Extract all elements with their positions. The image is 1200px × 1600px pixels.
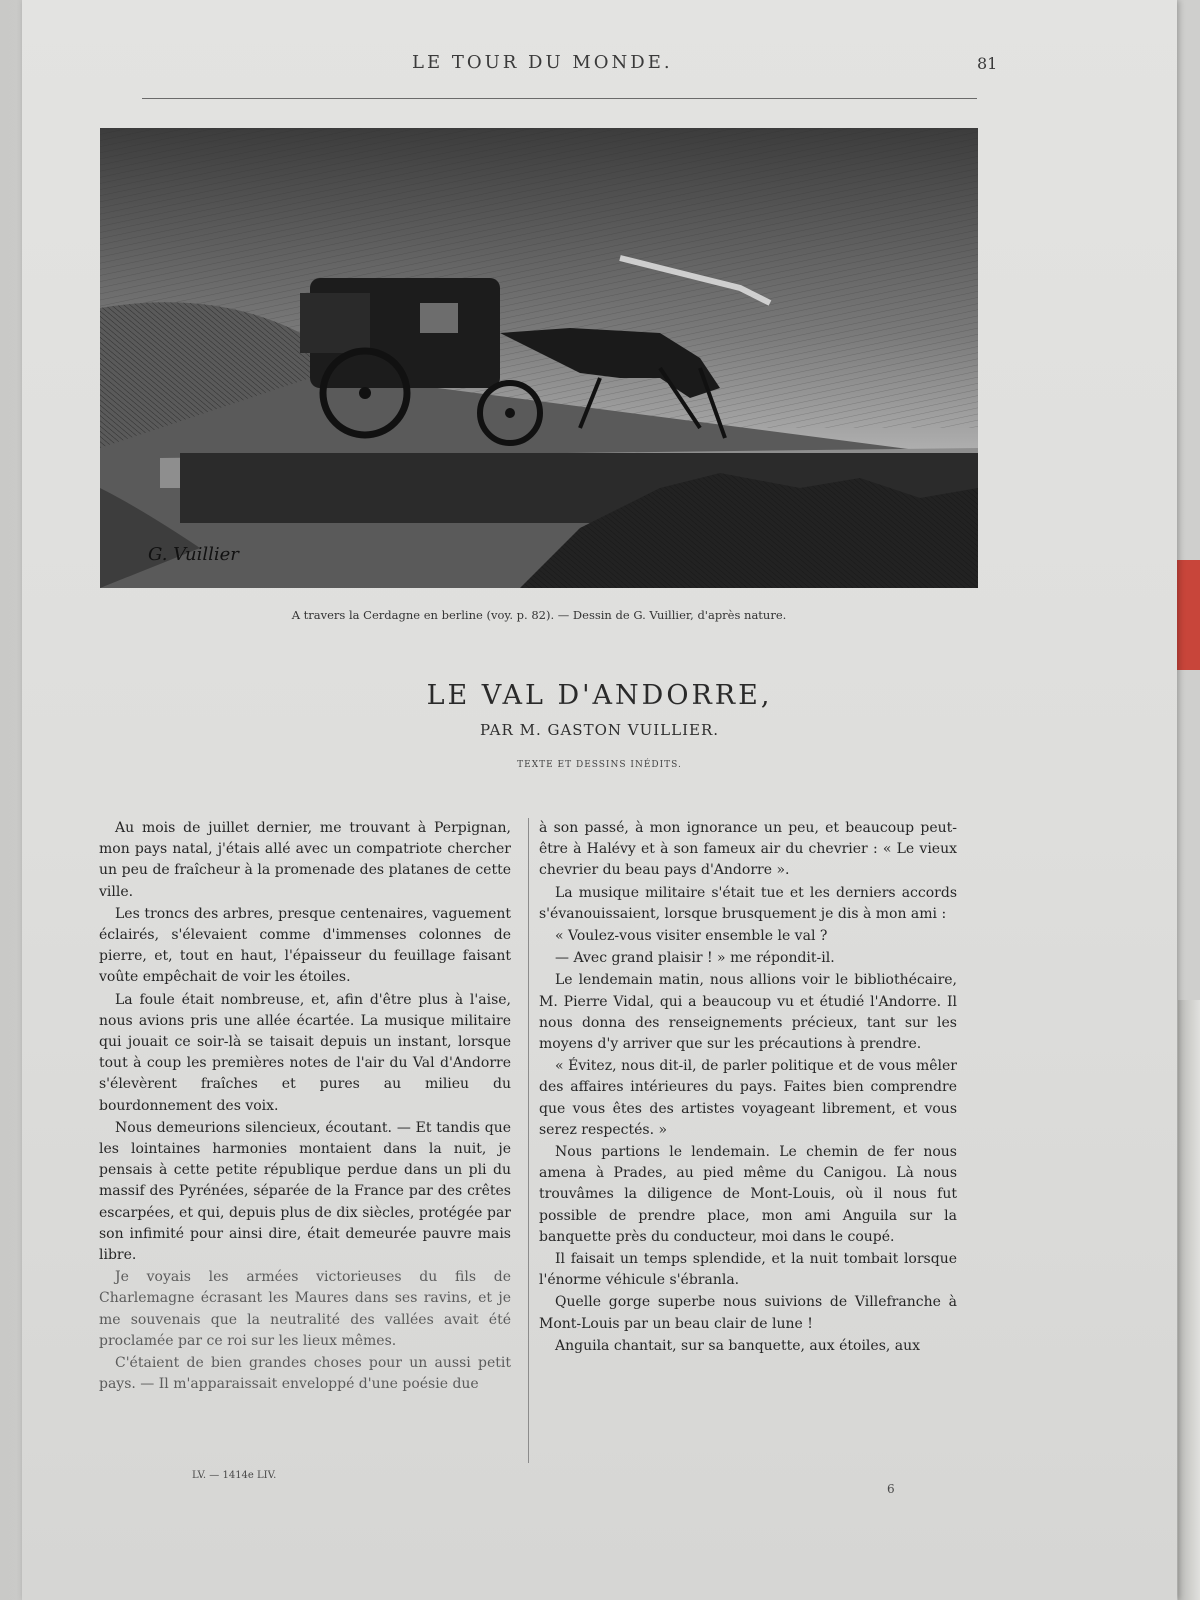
paragraph: La musique militaire s'était tue et les derniers accords s'évanouissaient, lorsque brusquement je dis à mon ami : (539, 884, 957, 922)
paragraph: — Avec grand plaisir ! » me répondit-il. (555, 950, 835, 967)
paragraph: Je voyais les armées victorieuses du fils de Charlemagne écrasant les Maures dans ses ravins, et je me souvenais que la neutralité des vallées avait été proclamée par ce roi sur les lieux mêmes. (99, 1269, 511, 1349)
paragraph: Anguila chantait, sur sa banquette, aux étoiles, aux (555, 1337, 921, 1354)
sheet-number: 6 (887, 1482, 895, 1496)
running-title: LE TOUR DU MONDE. (412, 52, 673, 73)
column-divider (528, 818, 529, 1463)
engraving-illustration (100, 128, 978, 588)
paragraph: Il faisait un temps splendide, et la nuit tombait lorsque l'énorme véhicule s'ébranla. (539, 1251, 957, 1289)
paragraph: C'étaient de bien grandes choses pour un aussi petit pays. — Il m'apparaissait enveloppé d'une poésie due (99, 1355, 511, 1393)
paragraph: Nous partions le lendemain. Le chemin de fer nous amena à Prades, au pied même du Canigou. Là nous trouvâmes la diligence de Mont-Louis, où il nous fut possible de prendre place, mon ami Anguila sur la banquette près du conducteur, moi dans le coupé. (539, 1144, 957, 1245)
paragraph: Quelle gorge superbe nous suivions de Villefranche à Mont-Louis par un beau clair de lune ! (539, 1294, 957, 1332)
paragraph: Les troncs des arbres, presque centenaires, vaguement éclairés, s'élevaient comme d'immenses colonnes de pierre, et, tout en haut, l'épaisseur du feuillage faisant voûte empêchait de voir les étoiles. (99, 905, 511, 986)
paragraph: « Évitez, nous dit-il, de parler politique et de vous mêler des affaires intérieures du pays. Faites bien comprendre que vous êtes des artistes voyageant librement, et vous serez respectés. » (539, 1058, 957, 1138)
article-subtitle: TEXTE ET DESSINS INÉDITS. (517, 760, 682, 770)
right-text-column (539, 818, 957, 1358)
header-rule (142, 98, 977, 99)
book-page (22, 0, 1177, 1600)
engraving-signature: G. Vuillier (148, 544, 239, 565)
paragraph: Au mois de juillet dernier, me trouvant à Perpignan, mon pays natal, j'étais allé avec un compatriote chercher un peu de fraîcheur à la promenade des platanes de cette ville. (99, 820, 511, 900)
paragraph: Le lendemain matin, nous allions voir le bibliothécaire, M. Pierre Vidal, qui a beaucoup vu et étudié l'Andorre. Il nous donna des renseignements précieux, tant sur les moyens d'y arriver que sur les précautions à prendre. (539, 972, 957, 1053)
paragraph: « Voulez-vous visiter ensemble le val ? (555, 928, 828, 945)
left-text-column (99, 818, 511, 1396)
page-number: 81 (977, 54, 998, 73)
paragraph: Nous demeurions silencieux, écoutant. — Et tandis que les lointaines harmonies montaient dans la nuit, je pensais à cette petite république perdue dans un pli du massif des Pyrénées, séparée de la France par des crêtes escarpées, et qui, depuis plus de dix siècles, protégée par son infimité pour ainsi dire, était demeurée pauvre mais libre. (99, 1119, 511, 1264)
red-book-edge (1176, 560, 1200, 670)
paragraph: à son passé, à mon ignorance un peu, et beaucoup peut-être à Halévy et à son fameux air du chevrier : « Le vieux chevrier du beau pays d'Andorre ». (539, 820, 957, 879)
paragraph: La foule était nombreuse, et, afin d'être plus à l'aise, nous avions pris une allée écartée. La musique militaire qui jouait ce soir-là se taisait depuis un instant, lorsque tout à coup les premières notes de l'air du Val d'Andorre s'élevèrent fraîches et pures au milieu du bourdonnement des voix. (99, 991, 511, 1114)
article-title: LE VAL D'ANDORRE, (426, 680, 773, 711)
page-stack-edge (1178, 1000, 1200, 1600)
signature-mark: LV. — 1414e LIV. (192, 1470, 277, 1481)
illustration-caption: A travers la Cerdagne en berline (voy. p. 82). — Dessin de G. Vuillier, d'après nature. (291, 608, 787, 622)
article-byline: PAR M. GASTON VUILLIER. (479, 721, 720, 739)
running-head (22, 52, 1177, 82)
